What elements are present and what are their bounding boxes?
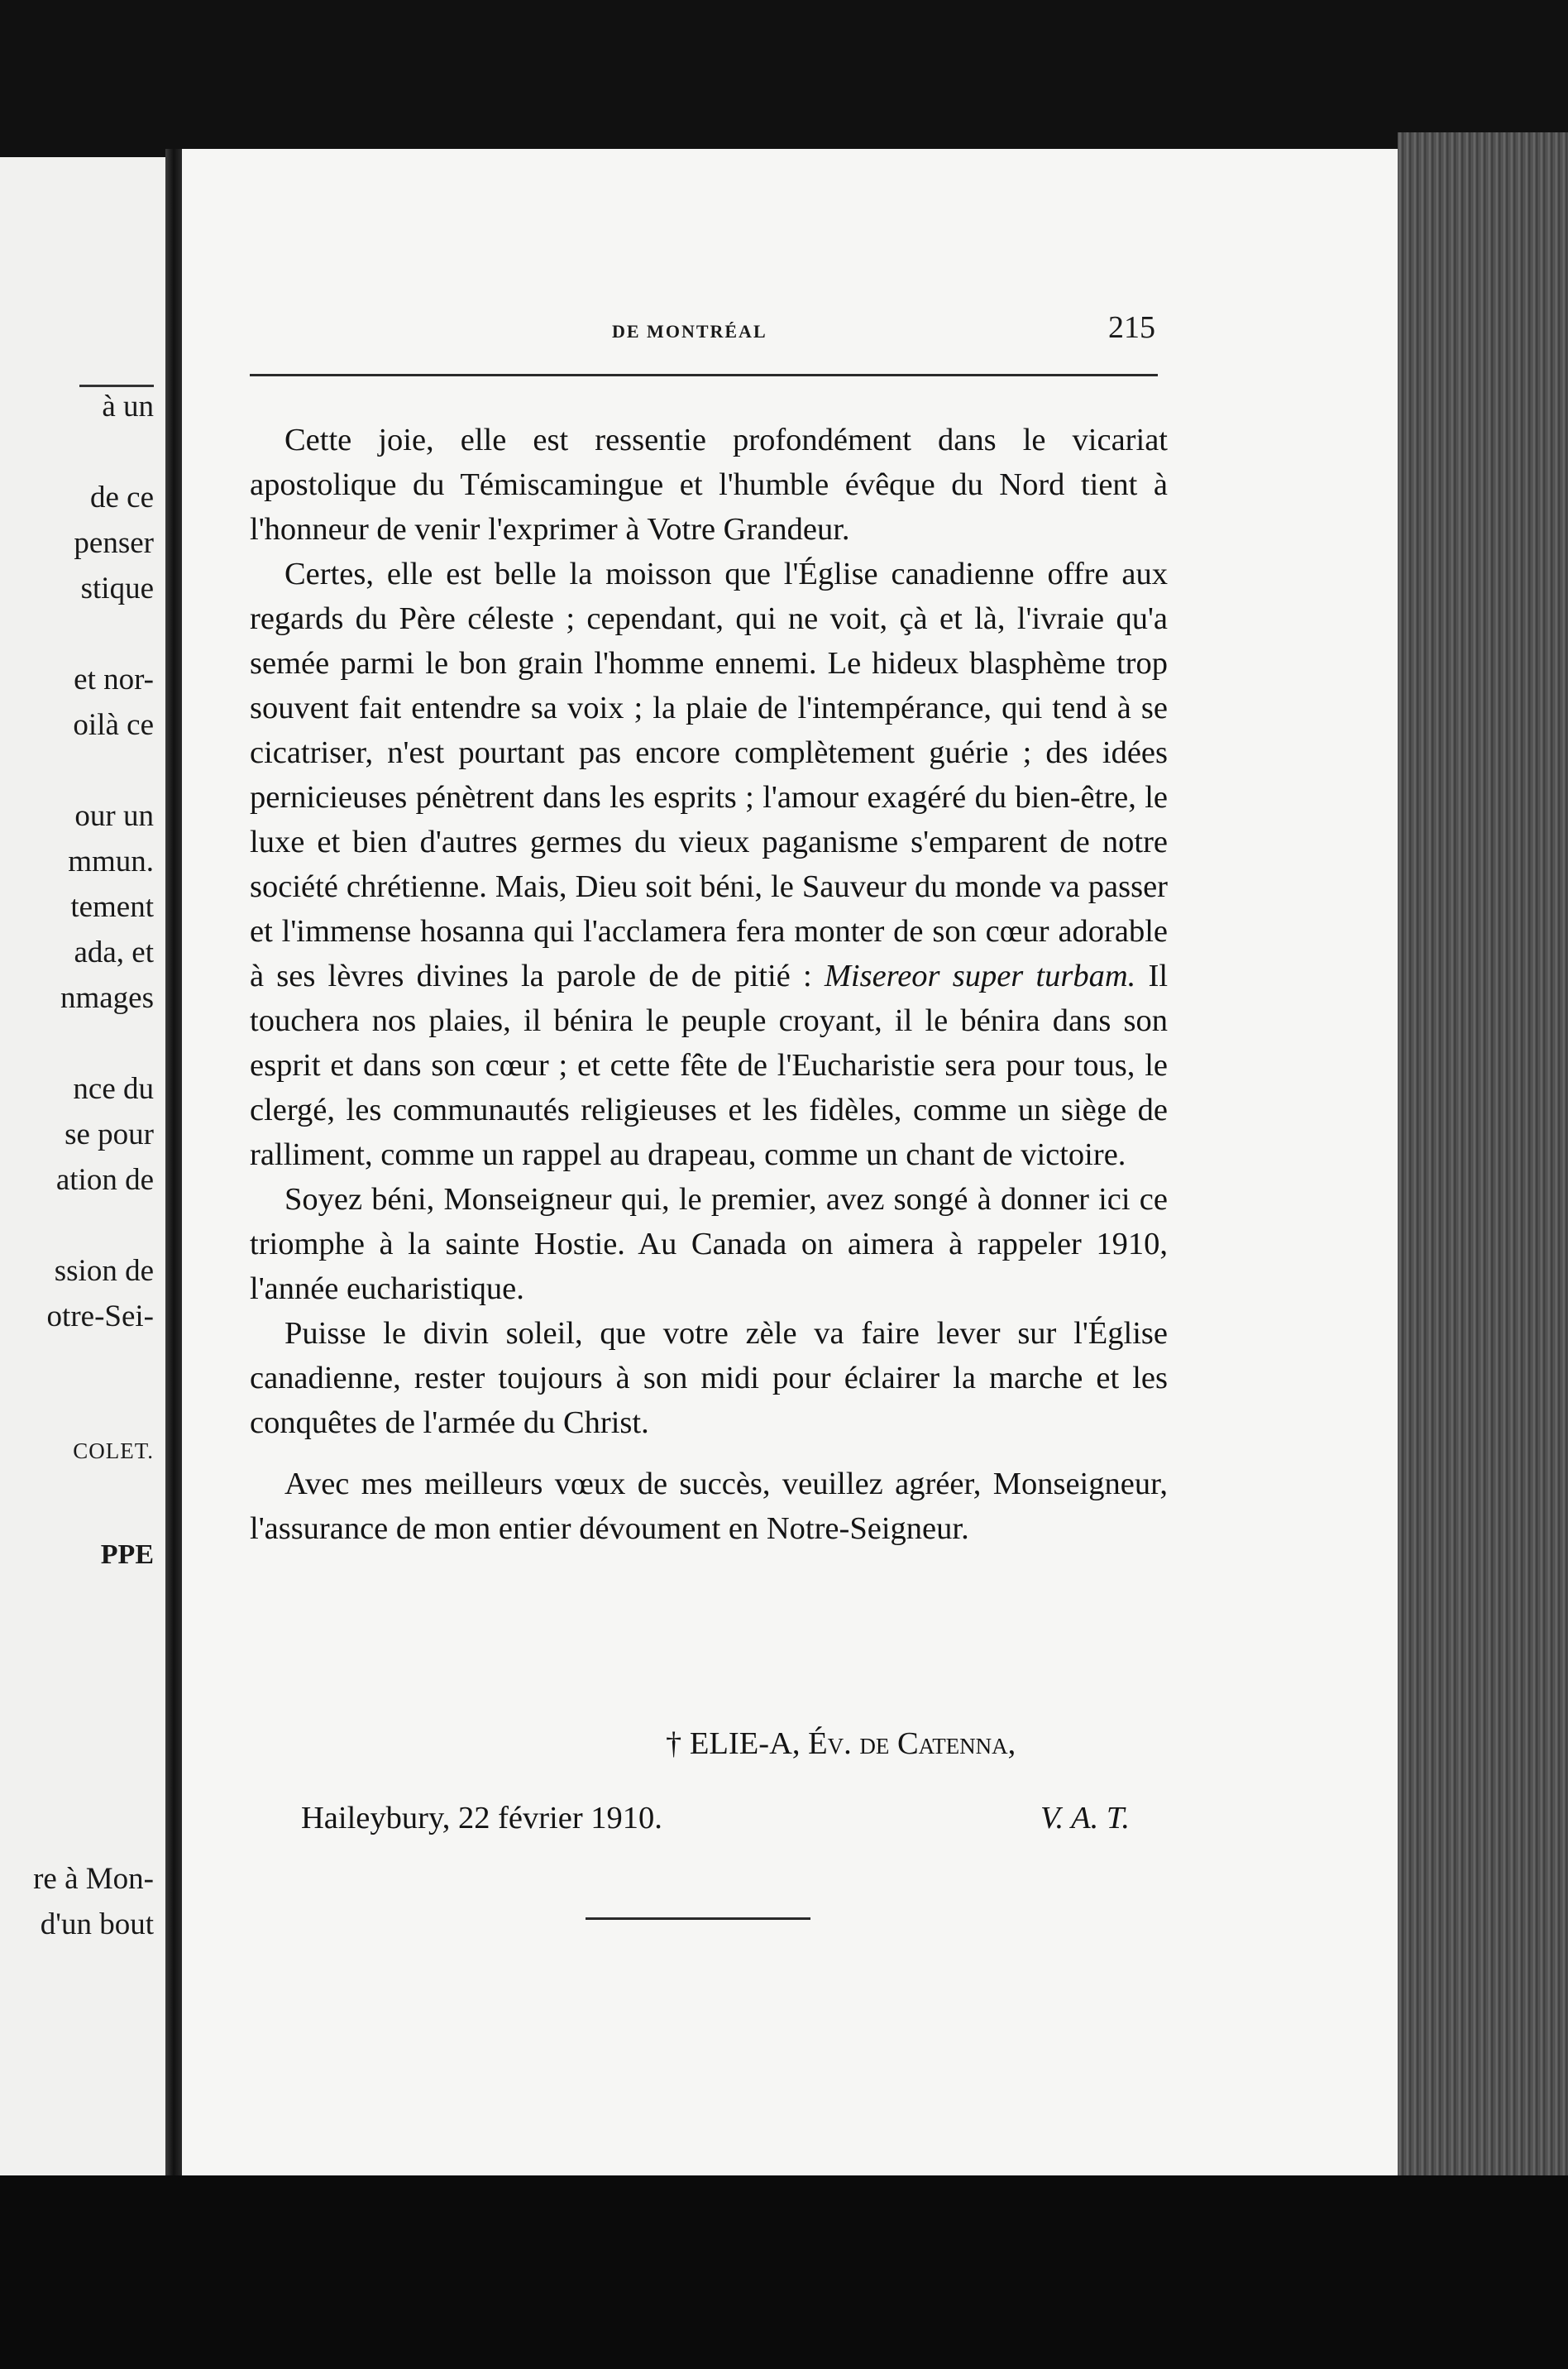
left-page-fragment: ada, et — [74, 936, 154, 969]
signature-name: † ELIE-A, — [666, 1726, 801, 1761]
left-page-fragment: se pour — [65, 1117, 154, 1151]
body-text — [250, 418, 1168, 1551]
left-page-bottom-fragment-2: d'un bout — [40, 1907, 154, 1941]
signature — [666, 1725, 1016, 1762]
header-rule — [250, 374, 1158, 376]
dark-background-bottom — [0, 2175, 1568, 2369]
book-page-edges — [1398, 132, 1568, 2250]
end-rule — [586, 1917, 810, 1920]
left-page-fragment: et nor- — [74, 663, 154, 696]
left-page-fragment: our un — [74, 799, 154, 833]
left-page-edge — [0, 157, 168, 2175]
dark-background — [0, 0, 1568, 165]
left-page-fragment: otre-Sei- — [46, 1299, 154, 1333]
left-page-fragment: ssion de — [54, 1254, 154, 1288]
left-page-fragment: nmages — [60, 981, 154, 1015]
left-page-fragment: nce du — [73, 1072, 154, 1106]
left-page-fragment: ation de — [55, 1163, 154, 1197]
page-number: 215 — [1108, 310, 1155, 345]
left-page-fragment: à un — [102, 390, 154, 424]
left-page-fragment: tement — [70, 890, 154, 924]
left-page-fragment: stique — [80, 572, 154, 605]
paragraph-4: Puisse le divin soleil, que votre zèle va faire lever sur l'Église canadienne, rester toujours à son midi pour éclairer la marche et les conquêtes de l'armée du Christ. — [250, 1316, 1168, 1440]
vicar-apostolic-abbreviation: V. A. T. — [1040, 1801, 1131, 1835]
paragraph-2 — [250, 552, 1168, 1177]
running-head: DE MONTRÉAL — [612, 321, 767, 342]
paragraph-1: Cette joie, elle est ressentie profondément dans le vicariat apostolique du Témiscamingue et l'humble évêque du Nord tient à l'honneur de venir l'exprimer à Votre Grandeur. — [250, 423, 1168, 547]
left-page-fragment: de ce — [89, 481, 154, 514]
left-page-fragment: mmun. — [68, 845, 154, 878]
paragraph-3: Soyez béni, Monseigneur qui, le premier, avez songé à donner ici ce triomphe à la sainte Hostie. Au Canada on aimera à rappeler 1910, l'année eucharistique. — [250, 1182, 1168, 1306]
paragraph-2-part-1: Certes, elle est belle la moisson que l'Église canadienne offre aux regards du Père céleste ; cependant, qui ne voit, çà et là, l'ivraie qu'a semée parmi le bon grain l'homme ennemi. Le hideux blasphème trop souvent fait entendre sa voix ; la plaie de l'intempérance, qui tend à se cicatriser, n'est pourtant pas encore complètement guérie ; des idées pernicieuses pénètrent dans les esprits ; l'amour exagéré du bien-être, le luxe et bien d'autres germes du vieux paganisme s'emparent de notre société chrétienne. Mais, Dieu soit béni, le Sauveur du monde va passer et l'immense hosanna qui l'acclamera fera monter de son cœur adorable à ses lèvres divines la parole de de pitié : — [250, 557, 1168, 993]
paragraph-2-latin-quote: Misereor super turbam. — [824, 959, 1136, 993]
left-page-fragment: oilà ce — [73, 708, 154, 742]
place-and-date: Haileybury, 22 février 1910. — [301, 1801, 662, 1835]
book-gutter — [165, 149, 182, 2184]
paragraph-5: Avec mes meilleurs vœux de succès, veuillez agréer, Monseigneur, l'assurance de mon entier dévoument en Notre-Seigneur. — [250, 1467, 1168, 1546]
left-page-small-fragment: COLET. — [73, 1438, 154, 1463]
left-page-bottom-fragment-1: re à Mon- — [33, 1862, 154, 1896]
left-page-rule — [79, 385, 154, 387]
paragraph-2-part-2: Il touchera nos plaies, il bénira le peuple croyant, il le bénira dans son esprit et dans son cœur ; et cette fête de l'Eucharistie sera pour tous, le clergé, les communautés religieuses et les fidèles, comme un siège de ralliment, comme un rappel au drapeau, comme un chant de victoire. — [250, 959, 1169, 1172]
left-page-fragment: penser — [74, 526, 154, 560]
signature-title: Év. de Catenna, — [808, 1726, 1016, 1761]
left-page-bold-fragment: PPE — [100, 1539, 154, 1570]
